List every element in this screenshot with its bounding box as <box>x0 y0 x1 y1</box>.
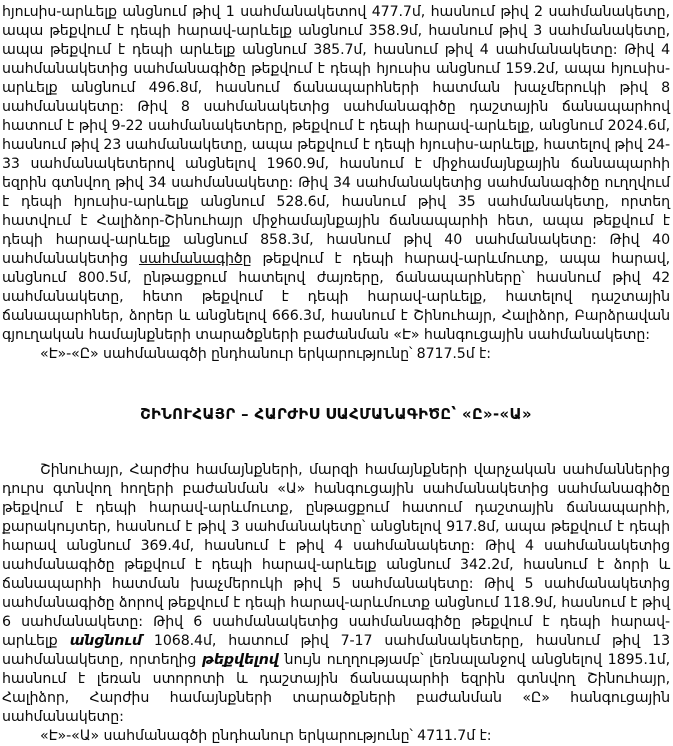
total-line-et-a <box>2 727 670 746</box>
document-body <box>2 3 670 746</box>
paragraph-boundary-e-et-segment-1: սահմանագիծը <box>138 251 252 267</box>
total-line-e-et-segment-0: «Է»-«Ը» սահմանագծի ընդհանուր երկարությունը՝ 8717.5մ է: <box>40 346 491 362</box>
paragraph-boundary-et-a-segment-2: 1068.4մ, հատում թիվ 7-17 սահմանակետերը, հասնում թիվ 13 սահմանակետը, որտեղից <box>2 633 670 668</box>
section-heading-segment-0: ՇԻՆՈՒՀԱՅՐ – ՀԱՐԺԻՍ ՍԱՀՄԱՆԱԳԻԾԸ՝ «Ը»-«Ա» <box>140 406 532 423</box>
paragraph-boundary-e-et-segment-0: հյուսիս-արևելք անցնում թիվ 1 սահմանակետով 477.7մ, հասնում թիվ 2 սահմանակետը, ապա թեքվում է դեպի հարավ-արևելք անցնում 358.9մ, հասնում թիվ 3 սահմանակետը, ապա թեքվում է դեպի արևելք անցնում 385.7մ, հասնում թիվ 4 սահմանակետը: Թիվ 4 սահմանակետից սահմանագիծը թեքվում է դեպի հյուսիս անցնում 159.2մ, ապա հյուսիս-արևելք անցնում 496.8մ, հասնում ճանապարհների հատման խաչմերուկի թիվ 8 սահմանակետը: Թիվ 8 սահմանակետից սահմանագիծը դաշտային ճանապարհով հատում է թիվ 9-22 սահմանակետերը, թեքվում է դեպի հարավ-արևելք, անցնում 2024.6մ, հասնում թիվ 23 սահմանակետը, ապա թեքվում է դեպի հյուսիս-արևելք, հատելով թիվ 24-33 սահմանակետերով անցնելով 1960.9մ, հասնում է միջհամայնքային ճանապարհի եզրին գտնվող թիվ 34 սահմանակետը: Թիվ 34 սահմանակետից սահմանագիծը ուղղվում է դեպի հյուսիս-արևելք անցնում 528.6մ, հասնում թիվ 35 սահմանակետը, որտեղ հատվում է Հալիձոր-Շինուհայր միջհամայնքային ճանապարհի հետ, ապա թեքվում է դեպի հարավ-արևելք անցնում 858.3մ, հասնում թիվ 40 սահմանակետը: Թիվ 40 սահմանակետից <box>2 4 670 267</box>
paragraph-boundary-et-a-segment-4: նույն ուղղությամբ՝ լեռնալանջով անցնելով 1895.1մ, հասնում է լեռան ստորոտի և դաշտային ճանապարհի եզրին գտնվող Շինուհայր, Հալիձոր, Հարժիս համայնքների տարածքների բաժանման «Ը» հանգուցային սահմանակետը: <box>2 652 670 725</box>
paragraph-boundary-e-et <box>2 3 670 345</box>
paragraph-boundary-et-a <box>2 461 670 727</box>
total-line-et-a-segment-0: «Է»-«Ա» սահմանագծի ընդհանուր երկարությունը՝ 4711.7մ է: <box>40 728 492 744</box>
paragraph-boundary-et-a-segment-3: թեքվելով <box>202 652 279 668</box>
paragraph-boundary-et-a-segment-1: անցնում <box>69 633 142 649</box>
total-line-e-et <box>2 345 670 364</box>
paragraph-boundary-e-et-segment-2: թեքվում է դեպի հարավ-արևմուտք, ապա հարավ, անցնում 800.5մ, ընթացքում հատելով ժայռերը, ճանապարհները՝ հասնում թիվ 42 սահմանակետը, հետո թեքվում է դեպի հարավ-արևելք, հատելով դաշտային ճանապարհներ, ձորեր և անցնելով 666.3մ, հասնում է Շինուհայր, Հալիձոր, Բարձրավան գյուղական համայնքների տարածքների բաժանման «Է» հանգուցային սահմանակետը: <box>2 251 670 343</box>
paragraph-boundary-et-a-segment-0: Շինուհայր, Հարժիս համայնքների, մարզի համայնքների վարչական սահմաններից դուրս գտնվող հողերի բաժանման «Ա» հանգուցային սահմանակետից սահմանագիծը թեքվում է դեպի հարավ-արևմուտք, ընթացքում հատում դաշտային ճանապարհի, քարակույտեր, հասնում է թիվ 3 սահմանակետը՝ անցնելով 917.8մ, ապա թեքվում է դեպի հարավ անցնում 369.4մ, հասնում է թիվ 4 սահմանակետը: Թիվ 4 սահմանակետից սահմանագիծը թեքվում է դեպի հարավ-արևելք անցնում 342.2մ, հասնում է ձորի և ճանապարհի հատման խաչմերուկի թիվ 5 սահմանակետը: Թիվ 5 սահմանակետից սահմանագիծը ձորով թեքվում է դեպի հարավ-արևմուտք անցնում 118.9մ, հասնում է թիվ 6 սահմանակետը: Թիվ 6 սահմանակետից սահմանագիծը թեքվում է դեպի հարավ-արևելք <box>2 462 670 649</box>
section-heading <box>2 405 670 424</box>
